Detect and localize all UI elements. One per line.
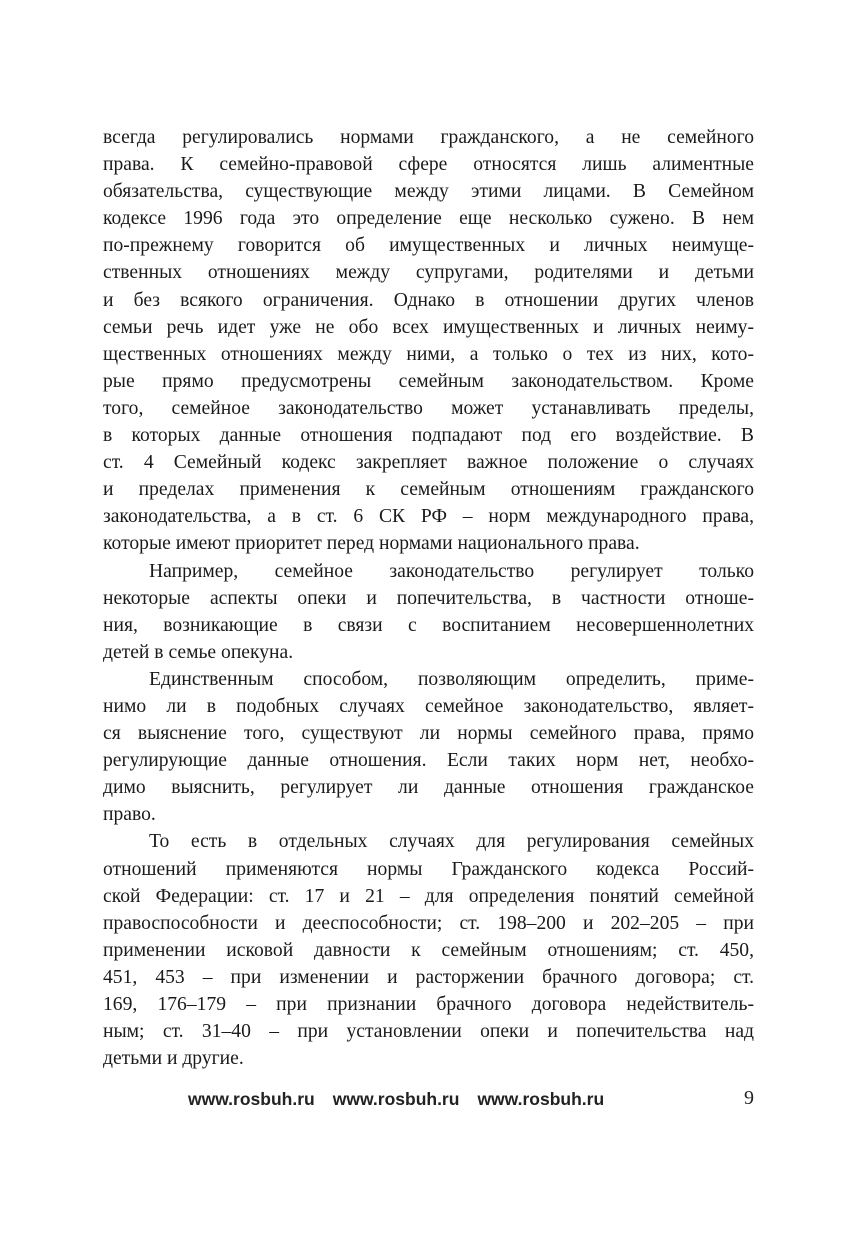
paragraph [103,558,754,666]
text-line: рые прямо предусмотрены семейным законодательством. Кроме [103,370,754,392]
text-line: ным; ст. 31–40 – при установлении опеки и попечительства над [103,1021,754,1043]
text-line: щественных отношениях между ними, а только о тех из них, кото- [103,343,754,365]
text-line: законодательства, а в ст. 6 СК РФ – норм международного права, [103,506,754,528]
text-line: всегда регулировались нормами гражданского, а не семейного [103,127,754,148]
text-line: и пределах применения к семейным отношениям гражданского [103,479,754,501]
text-line: Единственным способом, позволяющим определить, приме- [149,668,754,690]
text-line: правоспособности и дееспособности; ст. 198–200 и 202–205 – при [103,912,754,934]
text-line: некоторые аспекты опеки и попечительства, в частности отноше- [103,587,754,609]
text-line: применении исковой давности к семейным отношениям; ст. 450, [103,939,754,961]
paragraph [103,124,754,558]
footer-link[interactable]: www.rosbuh.ru [332,1089,460,1109]
text-line: 451, 453 – при изменении и расторжении брачного договора; ст. [103,966,754,988]
text-line: в которых данные отношения подпадают под его воздействие. В [103,425,754,447]
text-line: димо выяснить, регулирует ли данные отношения гражданское [103,777,754,799]
footer-link[interactable]: www.rosbuh.ru [477,1089,605,1109]
text-line: которые имеют приоритет перед нормами национального права. [103,533,640,555]
text-line: права. К семейно-правовой сфере относятся лишь алиментные [103,154,754,176]
paragraph [103,828,754,1072]
text-line: по-прежнему говорится об имущественных и личных неимуще- [103,235,754,257]
text-line: ния, возникающие в связи с воспитанием несовершеннолетних [103,614,754,636]
text-line: семьи речь идет уже не обо всех имущественных и личных неиму- [103,316,754,338]
text-line: право. [103,804,156,826]
footer-links [188,1089,604,1110]
text-line: того, семейное законодательство может устанавливать пределы, [103,397,754,419]
text-line: регулирующие данные отношения. Если таких норм нет, необхо- [103,750,754,772]
page-body [103,124,754,1072]
page-number: 9 [744,1087,754,1109]
text-line: детей в семье опекуна. [103,641,294,663]
text-line: То есть в отдельных случаях для регулирования семейных [149,831,754,853]
text-line: кодексе 1996 года это определение еще несколько сужено. В нем [103,208,754,230]
text-line: 169, 176–179 – при признании брачного договора недействитель- [103,994,754,1015]
text-line: ст. 4 Семейный кодекс закрепляет важное положение о случаях [103,452,754,474]
text-line: ственных отношениях между супругами, родителями и детьми [103,262,754,284]
text-line: ся выяснение того, существуют ли нормы семейного права, прямо [103,723,754,745]
text-body [103,124,754,1072]
text-line: обязательства, существующие между этими лицами. В Семейном [103,181,754,203]
text-line: нимо ли в подобных случаях семейное законодательство, являет- [103,695,754,717]
text-line: детьми и другие. [103,1048,244,1070]
text-line: Например, семейное законодательство регулирует только [149,560,754,582]
paragraph [103,666,754,829]
text-line: отношений применяются нормы Гражданского кодекса Россий- [103,858,754,880]
footer-link[interactable]: www.rosbuh.ru [188,1089,315,1109]
text-line: и без всякого ограничения. Однако в отношении других членов [103,289,754,311]
page-footer [103,1089,754,1119]
text-line: ской Федерации: ст. 17 и 21 – для определения понятий семейной [103,885,754,907]
